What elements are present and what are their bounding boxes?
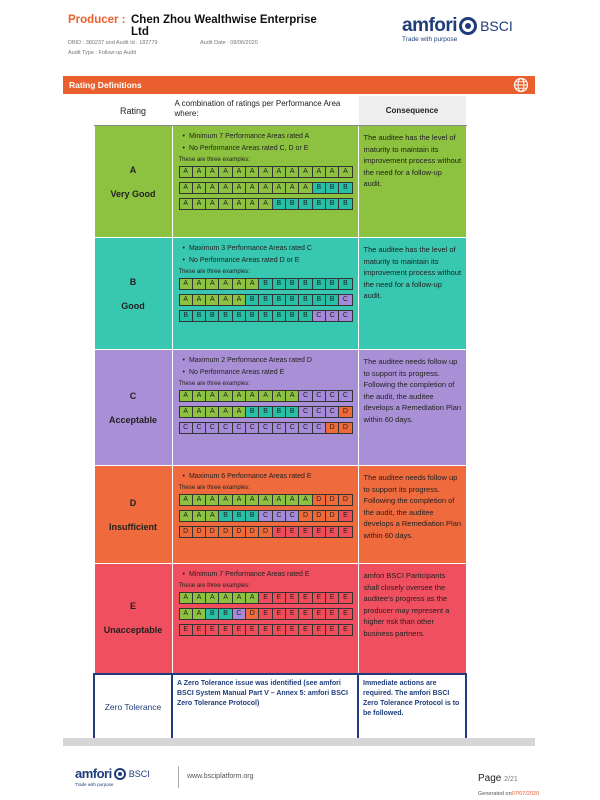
grade-cell: A xyxy=(246,593,259,603)
grade-cell: E xyxy=(286,609,299,619)
grade-cell: E xyxy=(273,625,286,635)
grade-cell: D xyxy=(233,527,246,537)
grade-cell: A xyxy=(233,199,246,209)
header-consequence: Consequence xyxy=(358,96,466,126)
grade-cell: C xyxy=(299,423,312,433)
rating-cell xyxy=(94,466,172,564)
zero-tolerance-row xyxy=(94,674,466,740)
page-divider-strip xyxy=(63,738,535,746)
table-header-row xyxy=(94,96,466,126)
examples-label: These are three examples: xyxy=(178,269,250,275)
grade-cell: A xyxy=(206,391,219,401)
example-grade-row xyxy=(179,608,353,620)
grade-cell: C xyxy=(233,609,246,619)
grade-cell: D xyxy=(219,527,232,537)
grade-cell: A xyxy=(286,391,299,401)
grade-cell: C xyxy=(206,423,219,433)
grade-cell: A xyxy=(193,609,206,619)
grade-cell: A xyxy=(246,495,259,505)
rating-name: Insufficient xyxy=(108,521,157,532)
grade-cell: C xyxy=(193,423,206,433)
rating-name: Acceptable xyxy=(108,414,158,425)
rating-name: Good xyxy=(121,300,145,311)
generated-on xyxy=(478,791,539,797)
grade-cell: E xyxy=(259,593,272,603)
grade-cell: A xyxy=(193,593,206,603)
grade-cell: E xyxy=(299,625,312,635)
report-header xyxy=(0,0,600,70)
criteria-bullet: • No Performance Areas rated D or E xyxy=(183,255,354,267)
grade-cell: A xyxy=(180,609,193,619)
grade-cell: D xyxy=(339,495,351,505)
criteria-bullet: • No Performance Areas rated E xyxy=(183,367,354,379)
grade-cell: C xyxy=(313,407,326,417)
combination-cell xyxy=(172,564,358,674)
consequence-cell: The auditee needs follow up to support its progress. Following the completion of the audit, the auditee develops a Remediation Plan within 60 days. xyxy=(358,466,466,564)
grade-cell: A xyxy=(233,183,246,193)
grade-cell: A xyxy=(193,279,206,289)
grade-cell: D xyxy=(313,495,326,505)
grade-cell: A xyxy=(193,167,206,177)
footer-url[interactable]: www.bsciplatform.org xyxy=(187,773,254,780)
globe-icon xyxy=(513,77,529,93)
producer-name: Chen Zhou Wealthwise Enterprise Ltd xyxy=(131,14,317,38)
grade-cell: E xyxy=(326,527,339,537)
example-grade-row xyxy=(179,624,353,636)
generated-date: 07/07/2020 xyxy=(511,791,540,797)
grade-cell: A xyxy=(180,183,193,193)
consequence-cell: The auditee has the level of maturity to maintain its improvement process without the need for a follow-up audit. xyxy=(358,126,466,238)
page-label: Page xyxy=(478,773,502,784)
grade-cell: A xyxy=(259,183,272,193)
grade-cell: B xyxy=(299,311,312,321)
examples-label: These are three examples: xyxy=(178,381,250,387)
example-grade-row xyxy=(179,422,353,434)
grade-cell: A xyxy=(219,391,232,401)
grade-cell: E xyxy=(273,527,286,537)
logo-word: amfori xyxy=(402,15,458,36)
grade-cell: B xyxy=(326,279,339,289)
grade-cell: A xyxy=(206,279,219,289)
grade-cell: D xyxy=(246,527,259,537)
grade-cell: A xyxy=(246,183,259,193)
grade-cell: A xyxy=(206,407,219,417)
example-grade-row xyxy=(179,592,353,604)
grade-cell: D xyxy=(246,609,259,619)
grade-cell: E xyxy=(313,527,326,537)
zero-tolerance-consequence: Immediate actions are required. The amfori BSCI Zero Tolerance Protocol is to be followed. xyxy=(358,674,466,740)
grade-cell: A xyxy=(219,295,232,305)
grade-cell: E xyxy=(339,511,351,521)
grade-cell: E xyxy=(246,625,259,635)
grade-cell: E xyxy=(193,625,206,635)
grade-cell: A xyxy=(219,183,232,193)
grade-cell: B xyxy=(326,183,339,193)
producer-label: Producer : xyxy=(68,14,126,26)
grade-cell: A xyxy=(180,391,193,401)
grade-cell: C xyxy=(286,511,299,521)
grade-cell: A xyxy=(180,167,193,177)
dbid-line: DBID : 380237 and Audit Id : 182779 xyxy=(68,40,158,46)
grade-cell: E xyxy=(286,593,299,603)
grade-cell: A xyxy=(219,167,232,177)
example-grade-row xyxy=(179,166,353,178)
section-title: Rating Definitions xyxy=(69,80,142,90)
grade-cell: A xyxy=(180,593,193,603)
grade-cell: C xyxy=(313,423,326,433)
grade-cell: A xyxy=(180,279,193,289)
grade-cell: A xyxy=(259,391,272,401)
grade-cell: C xyxy=(246,423,259,433)
grade-cell: B xyxy=(273,311,286,321)
rating-cell xyxy=(94,564,172,674)
grade-cell: C xyxy=(326,391,339,401)
logo-circle-icon xyxy=(459,17,477,35)
grade-cell: A xyxy=(219,279,232,289)
grade-cell: B xyxy=(180,311,193,321)
grade-cell: E xyxy=(299,609,312,619)
grade-cell: B xyxy=(246,311,259,321)
grade-cell: A xyxy=(259,167,272,177)
grade-cell: C xyxy=(286,423,299,433)
grade-cell: A xyxy=(286,183,299,193)
examples-label: These are three examples: xyxy=(178,485,250,491)
grade-cell: A xyxy=(246,167,259,177)
header-rating: Rating xyxy=(94,96,172,126)
grade-cell: C xyxy=(180,423,193,433)
footer-divider xyxy=(178,766,179,788)
grade-cell: A xyxy=(193,407,206,417)
grade-cell: E xyxy=(313,593,326,603)
grade-cell: C xyxy=(273,511,286,521)
grade-cell: E xyxy=(313,609,326,619)
grade-cell: A xyxy=(206,199,219,209)
grade-cell: E xyxy=(339,625,351,635)
grade-cell: B xyxy=(286,407,299,417)
zero-tolerance-text: A Zero Tolerance issue was identified (see amfori BSCI System Manual Part V – Annex 5: amfori BSCI Zero Tolerance Protocol) xyxy=(172,674,358,740)
rating-letter: E xyxy=(129,601,136,612)
grade-cell: A xyxy=(259,199,272,209)
grade-cell: B xyxy=(233,311,246,321)
grade-cell: B xyxy=(313,183,326,193)
grade-cell: A xyxy=(193,495,206,505)
grade-cell: C xyxy=(339,391,351,401)
grade-cell: E xyxy=(233,625,246,635)
rating-letter: C xyxy=(129,390,137,401)
rating-row-d xyxy=(94,466,466,564)
rating-name: Very Good xyxy=(110,188,156,199)
grade-cell: B xyxy=(286,295,299,305)
grade-cell: C xyxy=(339,295,351,305)
grade-cell: C xyxy=(313,391,326,401)
grade-cell: C xyxy=(326,407,339,417)
grade-cell: A xyxy=(259,495,272,505)
example-grade-row xyxy=(179,278,353,290)
page-number: 2/21 xyxy=(504,776,518,783)
grade-cell: A xyxy=(233,593,246,603)
grade-cell: A xyxy=(219,495,232,505)
grade-cell: E xyxy=(259,609,272,619)
grade-cell: A xyxy=(180,511,193,521)
zero-tolerance-label: Zero Tolerance xyxy=(94,674,172,740)
combination-cell xyxy=(172,350,358,466)
grade-cell: C xyxy=(259,423,272,433)
rating-definitions-table xyxy=(93,95,467,741)
footer-amfori-logo xyxy=(75,765,150,787)
grade-cell: A xyxy=(273,183,286,193)
grade-cell: A xyxy=(233,495,246,505)
grade-cell: A xyxy=(326,167,339,177)
grade-cell: B xyxy=(206,609,219,619)
grade-cell: B xyxy=(313,199,326,209)
example-grade-row xyxy=(179,310,353,322)
grade-cell: A xyxy=(273,391,286,401)
page-indicator xyxy=(478,773,518,784)
grade-cell: B xyxy=(299,279,312,289)
criteria-bullet: • Minimum 7 Performance Areas rated A xyxy=(183,131,354,143)
grade-cell: A xyxy=(219,593,232,603)
footer-logo-bsci: BSCI xyxy=(128,768,150,779)
grade-cell: A xyxy=(273,167,286,177)
grade-cell: C xyxy=(233,423,246,433)
grade-cell: B xyxy=(246,407,259,417)
grade-cell: E xyxy=(326,625,339,635)
grade-cell: A xyxy=(299,183,312,193)
grade-cell: E xyxy=(180,625,193,635)
grade-cell: D xyxy=(339,407,351,417)
examples-label: These are three examples: xyxy=(178,583,250,589)
consequence-cell: The auditee needs follow up to support its progress. Following the completion of the audit, the auditee develops a Remediation Plan within 60 days. xyxy=(358,350,466,466)
grade-cell: A xyxy=(193,183,206,193)
grade-cell: A xyxy=(246,391,259,401)
grade-cell: A xyxy=(246,199,259,209)
grade-cell: B xyxy=(246,511,259,521)
grade-cell: A xyxy=(193,391,206,401)
grade-cell: B xyxy=(246,295,259,305)
rating-letter: B xyxy=(129,276,137,287)
grade-cell: B xyxy=(259,279,272,289)
example-grade-row xyxy=(179,494,353,506)
header-combination: A combination of ratings per Performance Area where: xyxy=(172,96,358,126)
grade-cell: C xyxy=(339,311,351,321)
grade-cell: B xyxy=(259,311,272,321)
grade-cell: A xyxy=(233,295,246,305)
combination-cell xyxy=(172,126,358,238)
grade-cell: B xyxy=(193,311,206,321)
grade-cell: A xyxy=(299,495,312,505)
grade-cell: C xyxy=(313,311,326,321)
grade-cell: A xyxy=(219,199,232,209)
footer-logo-tagline: Trade with purpose xyxy=(75,782,114,787)
grade-cell: C xyxy=(326,311,339,321)
grade-cell: D xyxy=(326,511,339,521)
rating-row-b xyxy=(94,238,466,350)
combination-cell xyxy=(172,466,358,564)
audit-type: Audit Type : Follow-up Audit xyxy=(68,50,137,56)
logo-tagline: Trade with purpose xyxy=(402,36,458,43)
grade-cell: C xyxy=(259,511,272,521)
grade-cell: B xyxy=(286,279,299,289)
grade-cell: A xyxy=(233,167,246,177)
consequence-cell: amfori BSCI Participants shall closely oversee the auditee's progress as the producer may represent a higher risk than other business partners. xyxy=(358,564,466,674)
grade-cell: B xyxy=(299,199,312,209)
grade-cell: E xyxy=(273,593,286,603)
example-grade-row xyxy=(179,526,353,538)
grade-cell: C xyxy=(299,391,312,401)
grade-cell: A xyxy=(193,199,206,209)
footer-logo-word: amfori xyxy=(75,766,112,782)
grade-cell: B xyxy=(273,295,286,305)
grade-cell: A xyxy=(313,167,326,177)
logo-bsci: BSCI xyxy=(480,18,513,34)
grade-cell: B xyxy=(206,311,219,321)
grade-cell: E xyxy=(206,625,219,635)
rating-row-a xyxy=(94,126,466,238)
criteria-bullet: • Maximum 6 Performance Areas rated E xyxy=(183,471,354,483)
criteria-bullet: • Minimum 7 Performance Areas rated E xyxy=(183,569,354,581)
grade-cell: A xyxy=(233,391,246,401)
grade-cell: D xyxy=(326,495,339,505)
grade-cell: A xyxy=(206,511,219,521)
grade-cell: B xyxy=(326,295,339,305)
grade-cell: A xyxy=(180,407,193,417)
criteria-bullet: • Maximum 3 Performance Areas rated C xyxy=(183,243,354,255)
example-grade-row xyxy=(179,406,353,418)
grade-cell: A xyxy=(180,199,193,209)
grade-cell: A xyxy=(180,495,193,505)
grade-cell: A xyxy=(206,183,219,193)
grade-cell: D xyxy=(299,511,312,521)
grade-cell: B xyxy=(219,511,232,521)
grade-cell: D xyxy=(180,527,193,537)
grade-cell: A xyxy=(206,593,219,603)
grade-cell: A xyxy=(339,167,351,177)
grade-cell: B xyxy=(326,199,339,209)
section-title-bar xyxy=(63,76,535,94)
rating-row-c xyxy=(94,350,466,466)
combination-cell xyxy=(172,238,358,350)
grade-cell: C xyxy=(219,423,232,433)
grade-cell: E xyxy=(286,625,299,635)
grade-cell: E xyxy=(339,609,351,619)
grade-cell: E xyxy=(326,593,339,603)
rating-letter: A xyxy=(129,164,137,175)
grade-cell: B xyxy=(219,311,232,321)
rating-letter: D xyxy=(129,497,137,508)
example-grade-row xyxy=(179,182,353,194)
footer-logo-circle-icon xyxy=(114,768,126,780)
grade-cell: B xyxy=(339,199,351,209)
grade-cell: E xyxy=(219,625,232,635)
grade-cell: A xyxy=(286,167,299,177)
grade-cell: B xyxy=(273,407,286,417)
grade-cell: B xyxy=(259,407,272,417)
grade-cell: B xyxy=(286,311,299,321)
rating-rows xyxy=(94,126,466,674)
grade-cell: E xyxy=(286,527,299,537)
grade-cell: C xyxy=(273,423,286,433)
grade-cell: A xyxy=(273,495,286,505)
amfori-logo xyxy=(402,15,513,43)
grade-cell: E xyxy=(299,593,312,603)
rating-cell xyxy=(94,350,172,466)
grade-cell: E xyxy=(313,625,326,635)
example-grade-row xyxy=(179,294,353,306)
generated-label: Generated on xyxy=(478,791,512,797)
grade-cell: B xyxy=(259,295,272,305)
grade-cell: B xyxy=(233,511,246,521)
examples-label: These are three examples: xyxy=(178,157,250,163)
grade-cell: E xyxy=(339,527,351,537)
grade-cell: B xyxy=(286,199,299,209)
grade-cell: A xyxy=(299,167,312,177)
grade-cell: A xyxy=(180,295,193,305)
grade-cell: D xyxy=(326,423,339,433)
grade-cell: B xyxy=(219,609,232,619)
grade-cell: A xyxy=(206,167,219,177)
grade-cell: B xyxy=(339,183,351,193)
grade-cell: D xyxy=(259,527,272,537)
grade-cell: A xyxy=(233,279,246,289)
grade-cell: E xyxy=(339,593,351,603)
rating-name: Unacceptable xyxy=(103,625,163,636)
grade-cell: B xyxy=(313,279,326,289)
grade-cell: E xyxy=(326,609,339,619)
grade-cell: B xyxy=(273,279,286,289)
audit-date: Audit Date : 08/06/2020 xyxy=(200,40,258,46)
grade-cell: D xyxy=(193,527,206,537)
grade-cell: B xyxy=(339,279,351,289)
grade-cell: A xyxy=(219,407,232,417)
criteria-bullet: • Maximum 2 Performance Areas rated D xyxy=(183,355,354,367)
grade-cell: B xyxy=(299,295,312,305)
rating-cell xyxy=(94,238,172,350)
grade-cell: E xyxy=(259,625,272,635)
grade-cell: B xyxy=(313,295,326,305)
rating-cell xyxy=(94,126,172,238)
grade-cell: B xyxy=(273,199,286,209)
grade-cell: A xyxy=(193,295,206,305)
grade-cell: A xyxy=(206,495,219,505)
grade-cell: A xyxy=(193,511,206,521)
example-grade-row xyxy=(179,198,353,210)
criteria-bullet: • No Performance Areas rated C, D or E xyxy=(183,143,354,155)
example-grade-row xyxy=(179,510,353,522)
grade-cell: D xyxy=(206,527,219,537)
grade-cell: A xyxy=(246,279,259,289)
grade-cell: E xyxy=(273,609,286,619)
grade-cell: A xyxy=(286,495,299,505)
grade-cell: D xyxy=(313,511,326,521)
example-grade-row xyxy=(179,390,353,402)
grade-cell: E xyxy=(299,527,312,537)
grade-cell: C xyxy=(299,407,312,417)
rating-row-e xyxy=(94,564,466,674)
grade-cell: D xyxy=(339,423,351,433)
grade-cell: A xyxy=(206,295,219,305)
consequence-cell: The auditee has the level of maturity to maintain its improvement process without the need for a follow-up audit. xyxy=(358,238,466,350)
grade-cell: A xyxy=(233,407,246,417)
